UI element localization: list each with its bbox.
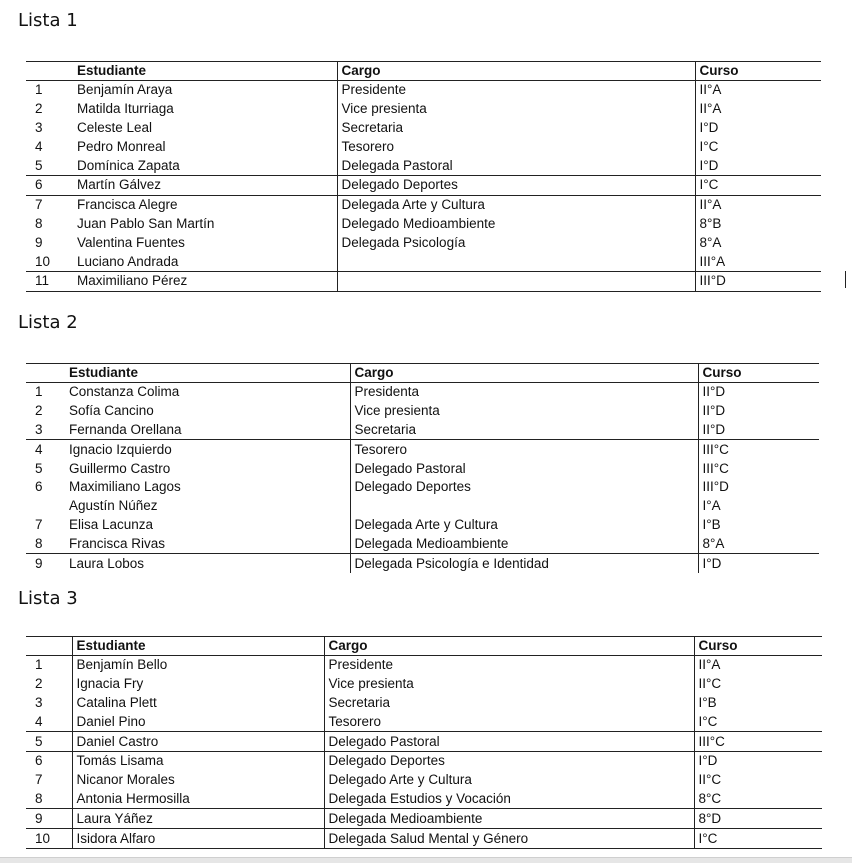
role: Delegado Deportes bbox=[337, 175, 695, 195]
course-header: Curso bbox=[694, 637, 822, 656]
student-name: Valentina Fuentes bbox=[77, 234, 185, 250]
student-name: Francisca Alegre bbox=[77, 197, 178, 213]
list-1-title: Lista 1 bbox=[18, 10, 78, 31]
list-3-table bbox=[26, 636, 822, 849]
list-2-table bbox=[26, 363, 819, 573]
student-name: Juan Pablo San Martín bbox=[77, 215, 215, 231]
role-header: Cargo bbox=[324, 637, 694, 656]
course: II°D bbox=[698, 402, 819, 421]
row-number: 1 bbox=[35, 657, 43, 673]
course: III°A bbox=[695, 252, 821, 271]
student-name: Maximiliano Pérez bbox=[73, 271, 337, 291]
course: I°A bbox=[698, 497, 819, 516]
course: III°D bbox=[698, 478, 819, 497]
num-header bbox=[26, 637, 72, 656]
table-header-row bbox=[26, 637, 822, 656]
course: I°D bbox=[695, 119, 821, 138]
list-3-title: Lista 3 bbox=[18, 588, 78, 609]
table-header-row bbox=[26, 364, 819, 383]
student-name: Sofía Cancino bbox=[69, 403, 154, 419]
student-name: Daniel Pino bbox=[72, 712, 324, 731]
student-name: Benjamín Bello bbox=[72, 656, 324, 675]
role: Delegada Medioambiente bbox=[350, 534, 698, 553]
page-bottom-edge bbox=[0, 857, 852, 863]
student-name: Isidora Alfaro bbox=[72, 829, 324, 849]
role: Vice presienta bbox=[337, 100, 695, 119]
role: Delegada Estudios y Vocación bbox=[324, 790, 694, 809]
table-row bbox=[26, 751, 822, 770]
row-number: 8 bbox=[35, 215, 43, 231]
student-name: Ignacio Izquierdo bbox=[69, 441, 172, 457]
course: II°A bbox=[695, 81, 821, 100]
course: I°B bbox=[694, 694, 822, 713]
student-name: Catalina Plett bbox=[72, 694, 324, 713]
student-name: Laura Yáñez bbox=[72, 809, 324, 829]
table-row bbox=[26, 809, 822, 829]
row-number: 7 bbox=[35, 516, 43, 532]
student-name: Agustín Núñez bbox=[69, 498, 158, 514]
row-number: 6 bbox=[26, 175, 73, 195]
row-number: 3 bbox=[26, 421, 65, 440]
table-row bbox=[26, 383, 819, 402]
table-row bbox=[26, 656, 822, 675]
role: Delegado Deportes bbox=[324, 751, 694, 770]
student-name: Francisca Rivas bbox=[65, 534, 350, 553]
course: III°C bbox=[698, 459, 819, 478]
table-row bbox=[26, 694, 822, 713]
role: Delegada Psicología bbox=[337, 233, 695, 252]
role-header: Cargo bbox=[337, 62, 695, 81]
num-header bbox=[26, 62, 73, 81]
row-number: 9 bbox=[35, 555, 43, 571]
row-number: 7 bbox=[35, 197, 43, 213]
table-row bbox=[26, 771, 822, 790]
course: II°A bbox=[695, 100, 821, 119]
table-row bbox=[26, 252, 821, 271]
course-header: Curso bbox=[695, 62, 821, 81]
table-row bbox=[26, 478, 819, 497]
student-name: Nicanor Morales bbox=[72, 771, 324, 790]
course: II°A bbox=[695, 195, 821, 214]
student-name: Pedro Monreal bbox=[77, 138, 166, 154]
student-name: Matilda Iturriaga bbox=[77, 101, 174, 117]
role: Delegado Deportes bbox=[350, 478, 698, 497]
student-name: Tomás Lisama bbox=[72, 751, 324, 770]
row-number: 2 bbox=[35, 676, 43, 692]
student-name: Maximiliano Lagos bbox=[69, 479, 181, 495]
role: Delegada Arte y Cultura bbox=[350, 516, 698, 535]
role: Presidenta bbox=[350, 383, 698, 402]
role: Delegado Arte y Cultura bbox=[324, 771, 694, 790]
row-number: 5 bbox=[26, 156, 73, 175]
role: Delegada Psicología e Identidad bbox=[350, 554, 698, 573]
student-name: Antonia Hermosilla bbox=[72, 790, 324, 809]
table-row bbox=[26, 675, 822, 694]
row-number: 6 bbox=[35, 479, 43, 495]
course: II°C bbox=[694, 675, 822, 694]
student-name: Benjamín Araya bbox=[77, 82, 173, 98]
role bbox=[337, 271, 695, 291]
role: Vice presienta bbox=[324, 675, 694, 694]
table-row bbox=[26, 233, 821, 252]
row-number: 4 bbox=[26, 712, 72, 731]
course: I°D bbox=[694, 751, 822, 770]
course: I°C bbox=[695, 137, 821, 156]
course: II°D bbox=[698, 421, 819, 440]
table-row bbox=[26, 81, 821, 100]
row-number: 5 bbox=[26, 732, 72, 752]
role: Delegada Arte y Cultura bbox=[337, 195, 695, 214]
role: Vice presienta bbox=[350, 402, 698, 421]
row-number: 11 bbox=[26, 271, 73, 291]
row-number: 1 bbox=[35, 82, 43, 98]
text-cursor bbox=[845, 271, 846, 288]
student-name: Martín Gálvez bbox=[73, 175, 337, 195]
table-row bbox=[26, 440, 819, 459]
role: Tesorero bbox=[337, 137, 695, 156]
row-number: 8 bbox=[26, 790, 72, 809]
student-name: Elisa Lacunza bbox=[69, 516, 154, 532]
course: III°C bbox=[694, 732, 822, 752]
course: I°B bbox=[698, 516, 819, 535]
table-row bbox=[26, 100, 821, 119]
row-number: 2 bbox=[35, 403, 43, 419]
table-row bbox=[26, 516, 819, 535]
role: Delegado Pastoral bbox=[350, 459, 698, 478]
role: Secretaria bbox=[350, 421, 698, 440]
role: Delegado Pastoral bbox=[324, 732, 694, 752]
course: 8°D bbox=[694, 809, 822, 829]
student-header: Estudiante bbox=[65, 364, 350, 383]
table-row bbox=[26, 156, 821, 175]
course: II°C bbox=[694, 771, 822, 790]
table-row bbox=[26, 790, 822, 809]
row-number: 3 bbox=[35, 694, 43, 710]
table-header-row bbox=[26, 62, 821, 81]
course: II°A bbox=[694, 656, 822, 675]
row-number: 4 bbox=[35, 138, 43, 154]
row-number: 9 bbox=[35, 234, 43, 250]
table-row bbox=[26, 195, 821, 214]
course: 8°A bbox=[698, 534, 819, 553]
student-header: Estudiante bbox=[72, 637, 324, 656]
course: 8°A bbox=[695, 233, 821, 252]
course: I°C bbox=[695, 175, 821, 195]
role: Presidente bbox=[337, 81, 695, 100]
table-row bbox=[26, 402, 819, 421]
num-header bbox=[26, 364, 65, 383]
course: III°D bbox=[695, 271, 821, 291]
student-name: Laura Lobos bbox=[69, 555, 145, 571]
course: 8°B bbox=[695, 215, 821, 234]
table-row bbox=[26, 554, 819, 573]
row-number: 8 bbox=[26, 534, 65, 553]
course: I°C bbox=[694, 712, 822, 731]
table-row bbox=[26, 712, 822, 731]
table-row bbox=[26, 421, 819, 440]
list-2-title: Lista 2 bbox=[18, 312, 78, 333]
row-number: 3 bbox=[35, 119, 43, 135]
table-row bbox=[26, 215, 821, 234]
role-header: Cargo bbox=[350, 364, 698, 383]
student-name: Guillermo Castro bbox=[69, 460, 171, 476]
list-1-table bbox=[26, 61, 821, 292]
student-name: Domínica Zapata bbox=[73, 156, 337, 175]
role: Delegado Medioambiente bbox=[337, 215, 695, 234]
table-row bbox=[26, 732, 822, 752]
student-header: Estudiante bbox=[73, 62, 337, 81]
row-number: 7 bbox=[35, 772, 43, 788]
table-row bbox=[26, 497, 819, 516]
role: Presidente bbox=[324, 656, 694, 675]
row-number: 10 bbox=[26, 252, 73, 271]
table-row bbox=[26, 829, 822, 849]
row-number: 1 bbox=[35, 384, 43, 400]
table-row bbox=[26, 137, 821, 156]
row-number bbox=[26, 497, 65, 516]
role bbox=[350, 497, 698, 516]
role: Secretaria bbox=[337, 119, 695, 138]
table-row bbox=[26, 119, 821, 138]
student-name: Ignacia Fry bbox=[72, 675, 324, 694]
role: Tesorero bbox=[350, 440, 698, 459]
course: III°C bbox=[698, 440, 819, 459]
role: Tesorero bbox=[324, 712, 694, 731]
table-row bbox=[26, 271, 821, 291]
student-name: Daniel Castro bbox=[72, 732, 324, 752]
course: II°D bbox=[698, 383, 819, 402]
table-row bbox=[26, 459, 819, 478]
row-number: 9 bbox=[26, 809, 72, 829]
role: Secretaria bbox=[324, 694, 694, 713]
student-name: Fernanda Orellana bbox=[65, 421, 350, 440]
row-number: 10 bbox=[26, 829, 72, 849]
row-number: 4 bbox=[35, 441, 43, 457]
role: Delegada Medioambiente bbox=[324, 809, 694, 829]
course: I°D bbox=[698, 554, 819, 573]
course: I°C bbox=[694, 829, 822, 849]
course-header: Curso bbox=[698, 364, 819, 383]
row-number: 5 bbox=[35, 460, 43, 476]
student-name: Celeste Leal bbox=[77, 119, 153, 135]
role bbox=[337, 252, 695, 271]
table-row bbox=[26, 534, 819, 553]
course: I°D bbox=[695, 156, 821, 175]
course: 8°C bbox=[694, 790, 822, 809]
role: Delegada Salud Mental y Género bbox=[324, 829, 694, 849]
student-name: Luciano Andrada bbox=[73, 252, 337, 271]
student-name: Constanza Colima bbox=[69, 384, 180, 400]
row-number: 2 bbox=[35, 101, 43, 117]
role: Delegada Pastoral bbox=[337, 156, 695, 175]
table-row bbox=[26, 175, 821, 195]
row-number: 6 bbox=[35, 753, 43, 769]
